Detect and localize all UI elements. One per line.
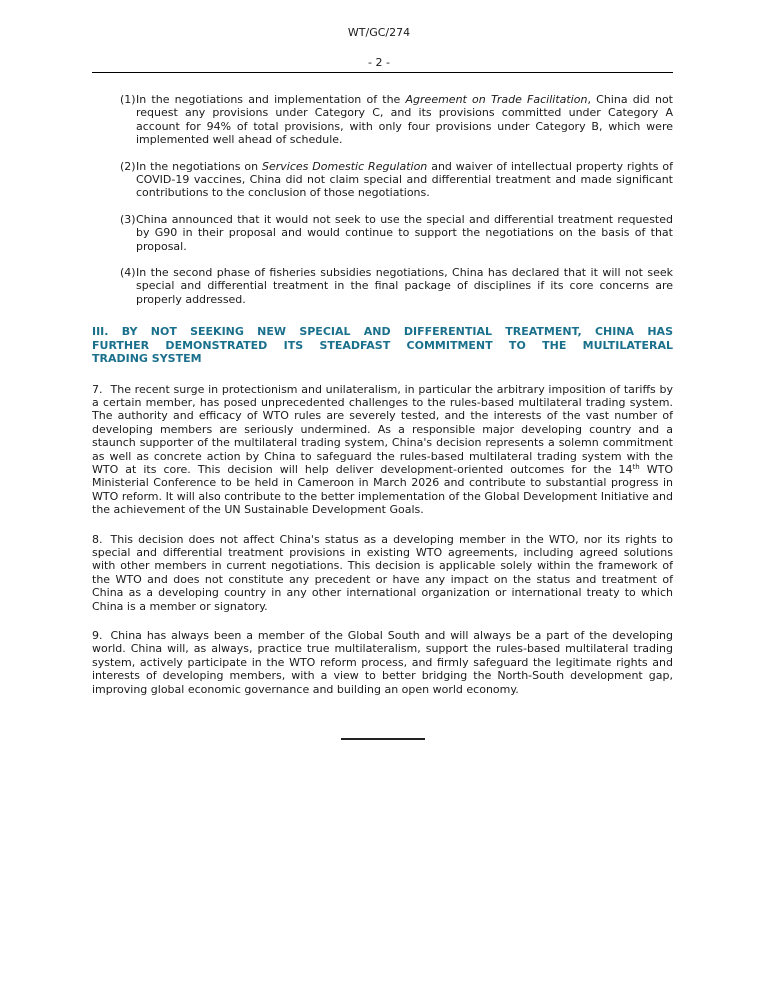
- list-item: [120, 266, 673, 306]
- end-of-document-divider: [341, 738, 425, 740]
- paragraph: [92, 629, 673, 696]
- numbered-list: [120, 93, 673, 306]
- section-heading-line: III. BY NOT SEEKING NEW SPECIAL AND DIFFERENTIAL TREATMENT, CHINA HAS: [92, 325, 673, 339]
- list-item: [120, 93, 673, 147]
- list-item: [120, 213, 673, 253]
- list-item-text: China announced that it would not seek to use the special and differential treatment requested by G90 in their proposal and would continue to support the negotiations on the basis of that proposal.: [136, 212, 673, 253]
- paragraph-text: China has always been a member of the Global South and will always be a part of the developing world. China will, as always, practice true multilateralism, support the rules-based multilateral trading system, actively participate in the WTO reform process, and firmly safeguard the legitimate rights and interests of developing members, with a view to better bridging the North-South development gap, improving global economic governance and building an open world economy.: [92, 629, 673, 696]
- section-heading-line: TRADING SYSTEM: [92, 352, 202, 366]
- paragraph: [92, 533, 673, 613]
- section-heading-line: FURTHER DEMONSTRATED ITS STEADFAST COMMITMENT TO THE MULTILATERAL: [92, 338, 673, 352]
- section-heading: [92, 325, 673, 365]
- list-item-number: (3): [120, 212, 136, 226]
- paragraph-number: 9.: [92, 629, 103, 642]
- list-item-text: In the negotiations and implementation of the Agreement on Trade Facilitation, China did not request any provisions under Category C, and its provisions committed under Category A account for 94% of total provisions, with only four provisions under Category B, which were implemented well ahead of schedule.: [136, 93, 673, 147]
- list-item-text: In the second phase of fisheries subsidies negotiations, China has declared that it will not seek special and differential treatment in the final package of disciplines if its core concerns are properly addressed.: [136, 266, 673, 306]
- document-content: [92, 93, 673, 740]
- paragraph-number: 8.: [92, 532, 103, 546]
- paragraph-text: This decision does not affect China's status as a developing member in the WTO, nor its rights to special and differential treatment provisions in existing WTO agreements, including agreed solutions with other members in current negotiations. This decision is applicable solely within the framework of the WTO and does not constitute any precedent or have any impact on the status and treatment of China as a developing country in any other international organization or international treaty to which China is a member or signatory.: [92, 532, 673, 613]
- header-rule: [92, 72, 673, 73]
- list-item-number: (4): [120, 266, 136, 280]
- list-item-number: (2): [120, 159, 136, 173]
- paragraph-number: 7.: [92, 382, 103, 396]
- doc-symbol: WT/GC/274: [347, 26, 411, 39]
- list-item-text: In the negotiations on Services Domestic Regulation and waiver of intellectual property rights of COVID-19 vaccines, China did not claim special and differential treatment and made significant contributions to the conclusion of those negotiations.: [136, 159, 673, 200]
- paragraph: [92, 383, 673, 517]
- list-item-number: (1): [120, 93, 136, 106]
- paragraph-text: The recent surge in protectionism and unilateralism, in particular the arbitrary imposition of tariffs by a certain member, has posed unprecedented challenges to the rules-based multilateral trading system. The authority and efficacy of WTO rules are severely tested, and the interests of the vast number of developing members are seriously undermined. As a responsible major developing country and a staunch supporter of the multilateral trading system, China's decision represents a solemn commitment as well as concrete action by China to safeguard the rules-based multilateral trading system with the WTO at its core. This decision will help deliver development-oriented outcomes for the 14th WTO Ministerial Conference to be held in Cameroon in March 2026 and contribute to substantial progress in WTO reform. It will also contribute to the better implementation of the Global Development Initiative and the achievement of the UN Sustainable Development Goals.: [92, 382, 673, 517]
- list-item: [120, 160, 673, 200]
- page-number: - 2 -: [368, 56, 390, 69]
